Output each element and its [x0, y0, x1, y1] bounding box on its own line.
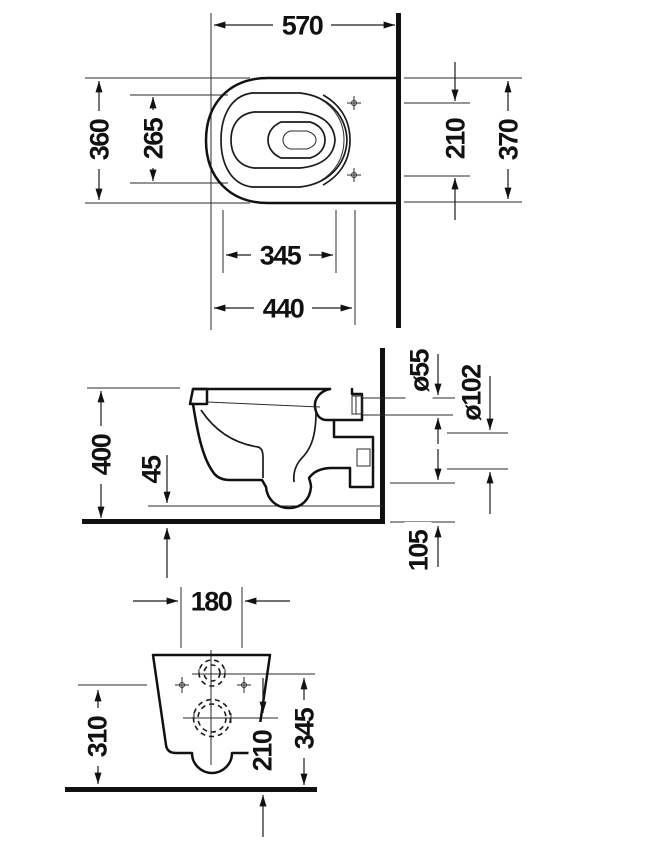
dim-hole-spacing-top — [441, 110, 471, 168]
seat-ring — [221, 93, 347, 187]
dim-overall-width — [494, 111, 524, 169]
flush-inlet-hole — [199, 660, 225, 686]
floor-line-back-view — [65, 787, 317, 792]
dim-floor-clearance-label: 45 — [136, 456, 167, 484]
floor-line-side-view — [82, 519, 385, 524]
mounting-hole-back-2 — [237, 677, 251, 693]
dim-hole-spacing-back-label: 180 — [190, 586, 232, 617]
outlet-pipe-stub — [357, 449, 370, 466]
dim-outlet-bottom-height-label: 105 — [403, 530, 434, 572]
dim-outlet-center-height-label: 210 — [247, 730, 278, 772]
dim-hole-spacing-back — [182, 587, 240, 617]
dim-overall-width-label: 370 — [493, 119, 524, 161]
dim-hole-spacing-top-label: 210 — [440, 118, 471, 160]
flush-socket — [315, 389, 362, 420]
wall-line-top-view — [396, 13, 401, 328]
flush-island-inner — [283, 131, 316, 149]
dim-outlet-center-height — [248, 722, 278, 780]
dim-flush-inlet-dia — [405, 340, 435, 402]
dim-outlet-bottom-height — [404, 522, 434, 580]
seat-buffer — [190, 389, 207, 404]
dim-top-depth-label: 570 — [281, 10, 323, 41]
top-view — [85, 11, 524, 331]
dim-inlet-center-height — [290, 700, 320, 758]
dim-bowl-length — [251, 241, 309, 271]
dim-flush-inlet-dia-label: ø55 — [404, 349, 435, 393]
dim-outlet-dia — [457, 355, 487, 431]
dim-holes-to-floor-label: 310 — [82, 716, 113, 758]
dim-holes-to-floor — [83, 708, 113, 766]
mounting-hole-top-1 — [347, 96, 361, 110]
dim-front-to-holes-label: 440 — [262, 293, 304, 324]
dim-bowl-width — [139, 110, 169, 168]
dim-front-to-holes — [254, 294, 312, 324]
dim-body-width — [85, 111, 115, 169]
back-view — [65, 587, 320, 838]
mounting-hole-back-1 — [175, 677, 189, 693]
dim-body-width-label: 360 — [84, 119, 115, 161]
toilet-top-outline — [206, 78, 398, 203]
dim-bowl-length-label: 345 — [259, 240, 301, 271]
wall-line-side-view — [380, 348, 385, 523]
dim-height-label: 400 — [86, 434, 117, 476]
dim-floor-clearance — [137, 448, 167, 492]
dim-bowl-width-label: 265 — [138, 118, 169, 160]
dim-outlet-dia-label: ø102 — [456, 365, 487, 421]
dim-inlet-center-height-label: 345 — [289, 708, 320, 750]
dim-top-depth — [273, 11, 331, 41]
flush-pipe-stub — [352, 396, 362, 414]
trap-back-curve — [294, 412, 316, 482]
side-view — [82, 340, 508, 580]
dim-height — [87, 426, 117, 484]
mounting-hole-top-2 — [347, 168, 361, 182]
